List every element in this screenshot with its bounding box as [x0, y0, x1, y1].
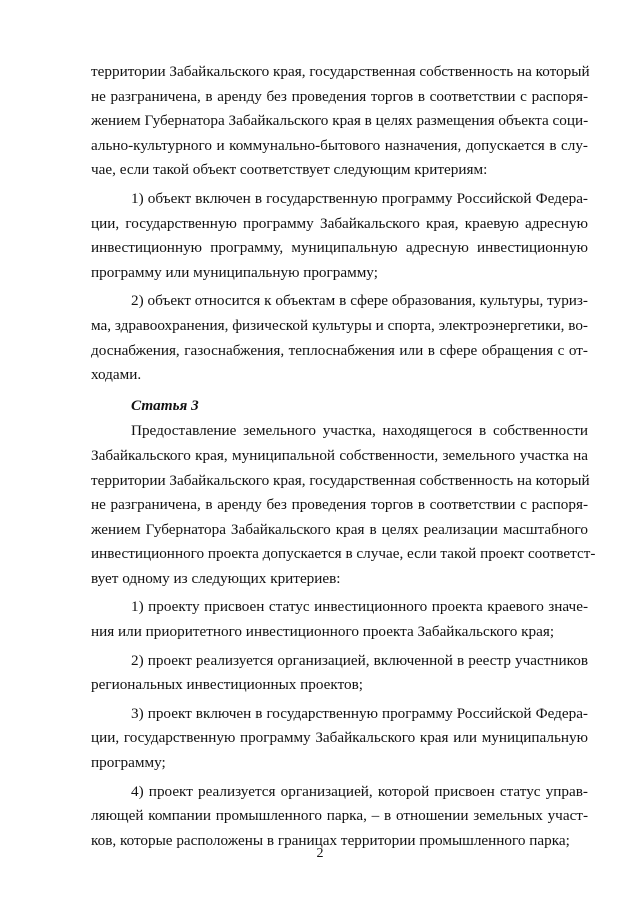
- text-line: 3) проект включен в государственную программу Российской Федера-: [131, 704, 588, 722]
- text-line: программу или муниципальную программу;: [91, 263, 378, 281]
- text-line: доснабжения, газоснабжения, теплоснабжения или в сфере обращения с от-: [91, 341, 588, 359]
- text-line: 2) объект относится к объектам в сфере образования, культуры, туриз-: [131, 292, 588, 310]
- text-line: жением Губернатора Забайкальского края в целях размещения объекта соци-: [91, 112, 589, 130]
- article-heading: Статья 3: [131, 396, 199, 414]
- text-line: 1) проекту присвоен статус инвестиционного проекта краевого значе-: [131, 598, 588, 616]
- text-line: ния или приоритетного инвестиционного проекта Забайкальского края;: [91, 623, 555, 641]
- page-number: 2: [316, 846, 324, 861]
- text-line: Забайкальского края, муниципальной собственности, земельного участка на: [91, 446, 588, 464]
- text-line: 2) проект реализуется организацией, включенной в реестр участников: [131, 651, 588, 669]
- text-line: чае, если такой объект соответствует следующим критериям:: [91, 161, 488, 179]
- text-line: ходами.: [91, 366, 142, 384]
- text-line: программу;: [91, 754, 166, 772]
- text-line: территории Забайкальского края, государственная собственность на который: [91, 63, 590, 80]
- text-line: 4) проект реализуется организацией, которой присвоен статус управ-: [131, 782, 588, 800]
- text-line: Предоставление земельного участка, находящегося в собственности: [131, 422, 588, 440]
- text-line: региональных инвестиционных проектов;: [91, 676, 364, 694]
- text-line: 1) объект включен в государственную программу Российской Федера-: [131, 189, 588, 207]
- text-line: территории Забайкальского края, государственная собственность на который: [91, 471, 590, 489]
- text-line: ции, государственную программу Забайкальского края, краевую адресную: [91, 214, 588, 232]
- text-line: ально-культурного и коммунально-бытового назначения, допускается в слу-: [91, 136, 588, 154]
- text-line: жением Губернатора Забайкальского края в целях реализации масштабного: [91, 520, 588, 538]
- text-line: инвестиционную программу, муниципальную адресную инвестиционную: [91, 239, 588, 257]
- text-line: инвестиционного проекта допускается в случае, если такой проект соответст-: [91, 545, 596, 563]
- text-line: не разграничена, в аренду без проведения торгов в соответствии с распоря-: [91, 87, 588, 105]
- text-line: ляющей компании промышленного парка, – в отношении земельных участ-: [91, 807, 588, 825]
- text-line: вует одному из следующих критериев:: [91, 569, 341, 587]
- text-line: не разграничена, в аренду без проведения торгов в соответствии с распоря-: [91, 496, 588, 514]
- text-line: ма, здравоохранения, физической культуры и спорта, электроэнергетики, во-: [91, 316, 588, 334]
- document-body: [91, 60, 596, 853]
- text-line: ции, государственную программу Забайкальского края или муниципальную: [91, 729, 588, 747]
- text-line: ков, которые расположены в границах территории промышленного парка;: [91, 831, 570, 849]
